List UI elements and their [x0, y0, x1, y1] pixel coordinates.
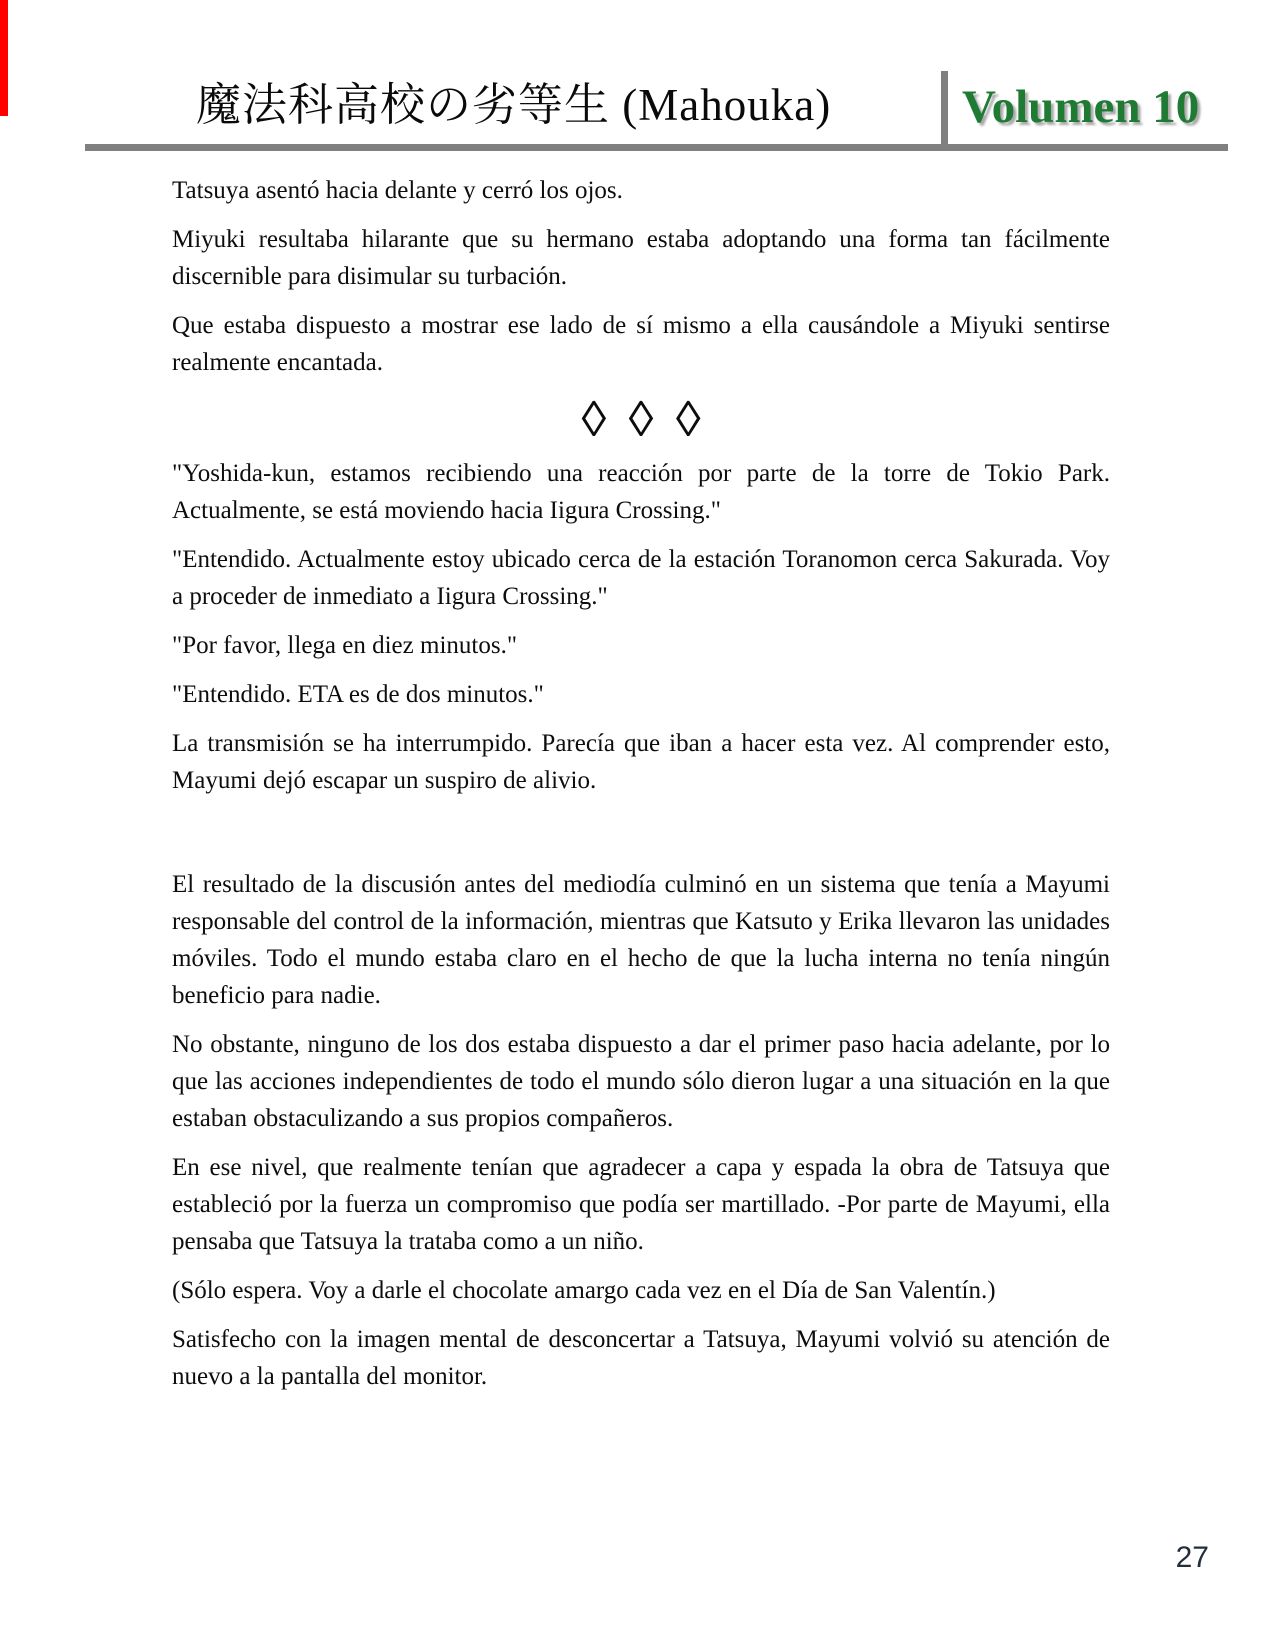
paragraph: La transmisión se ha interrumpido. Parecía que iban a hacer esta vez. Al comprender esto, Mayumi dejó escapar un suspiro de alivio.: [172, 730, 1110, 794]
paragraph: "Por favor, llega en diez minutos.": [172, 632, 518, 659]
paragraph: "Yoshida-kun, estamos recibiendo una reacción por parte de la torre de Tokio Park. Actualmente, se está moviendo hacia Iigura Crossing.": [172, 460, 1110, 524]
paragraph: En ese nivel, que realmente tenían que agradecer a capa y espada la obra de Tatsuya que estableció por la fuerza un compromiso que podía ser martillado. -Por parte de Mayumi, ella pensaba que Tatsuya la trataba como a un niño.: [172, 1154, 1110, 1255]
paragraph: Tatsuya asentó hacia delante y cerró los ojos.: [172, 177, 623, 204]
paragraph: "Entendido. ETA es de dos minutos.": [172, 681, 544, 708]
paragraph: El resultado de la discusión antes del mediodía culminó en un sistema que tenía a Mayumi responsable del control de la información, mientras que Katsuto y Erika llevaron las unidades móviles. Todo el mundo estaba claro en el hecho de que la lucha interna no tenía ningún beneficio para nadie.: [172, 871, 1110, 1009]
paragraph: "Entendido. Actualmente estoy ubicado cerca de la estación Toranomon cerca Sakurada. Voy a proceder de inmediato a Iigura Crossing.": [172, 546, 1110, 610]
red-edge-marker: [0, 0, 8, 116]
header-vertical-divider: [941, 71, 948, 151]
book-title: 魔法科高校の劣等生 (Mahouka): [196, 80, 832, 130]
paragraph: Satisfecho con la imagen mental de desconcertar a Tatsuya, Mayumi volvió su atención de nuevo a la pantalla del monitor.: [172, 1326, 1110, 1390]
paragraph: Miyuki resultaba hilarante que su hermano estaba adoptando una forma tan fácilmente discernible para disimular su turbación.: [172, 226, 1110, 290]
header-horizontal-rule: [85, 144, 1228, 151]
paragraph: Que estaba dispuesto a mostrar ese lado de sí mismo a ella causándole a Miyuki sentirse realmente encantada.: [172, 312, 1110, 376]
volume-label: Volumen 10: [962, 81, 1200, 133]
paragraph: (Sólo espera. Voy a darle el chocolate amargo cada vez en el Día de San Valentín.): [172, 1277, 996, 1304]
scene-separator: ◊ ◊ ◊: [581, 391, 701, 447]
page-number: 27: [1175, 1541, 1209, 1574]
body-text: [172, 172, 1110, 1407]
paragraph: No obstante, ninguno de los dos estaba dispuesto a dar el primer paso hacia adelante, por lo que las acciones independientes de todo el mundo sólo dieron lugar a una situación en la que estaban obstaculizando a sus propios compañeros.: [172, 1031, 1110, 1132]
